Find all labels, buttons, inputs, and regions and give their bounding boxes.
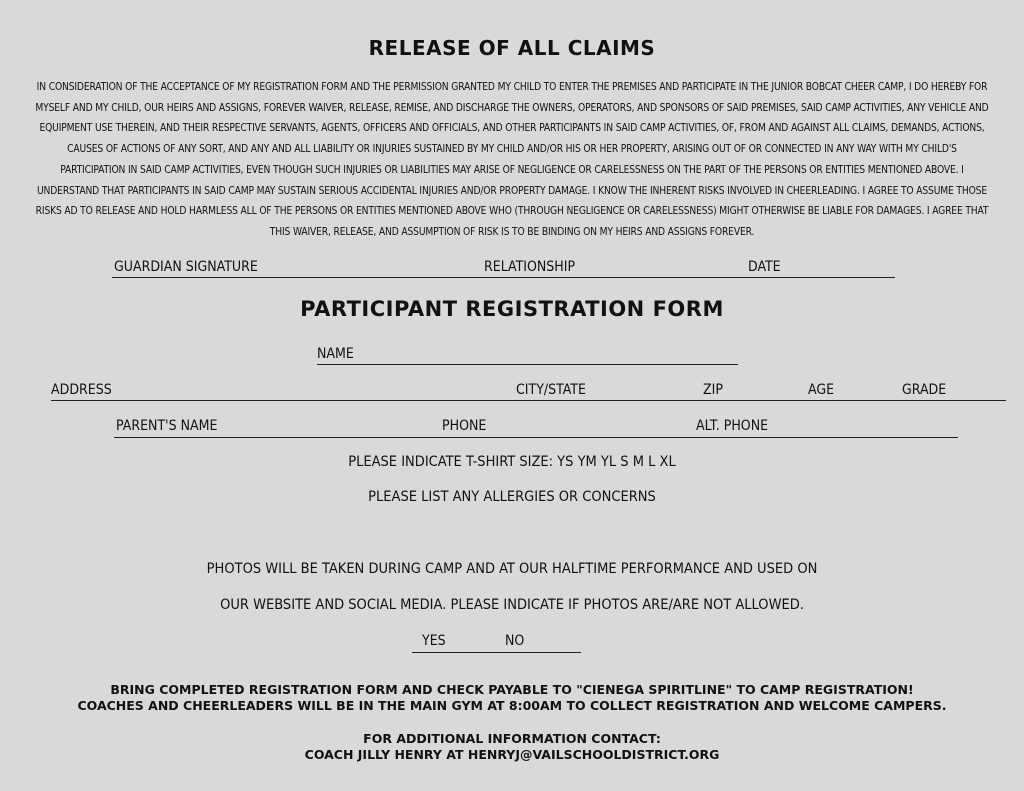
photos-choice-line[interactable] [412, 652, 581, 653]
footer-instructions-line1: BRING COMPLETED REGISTRATION FORM AND CHECK PAYABLE TO "CIENEGA SPIRITLINE" TO CAMP REGISTRATION! [110, 682, 914, 697]
tshirt-size-prompt: PLEASE INDICATE T-SHIRT SIZE: YS YM YL S M L XL [348, 454, 676, 470]
name-line[interactable] [317, 364, 738, 365]
contact-heading: FOR ADDITIONAL INFORMATION CONTACT: [363, 731, 661, 746]
date-label: DATE [748, 259, 781, 275]
alt-phone-label: ALT. PHONE [696, 418, 769, 434]
footer-instructions-line2: COACHES AND CHEERLEADERS WILL BE IN THE MAIN GYM AT 8:00AM TO COLLECT REGISTRATION AND WELCOME CAMPERS. [77, 698, 947, 713]
phone-label: PHONE [442, 418, 487, 434]
parent-info-line[interactable] [114, 437, 958, 438]
photos-yes-option[interactable]: YES [422, 633, 446, 649]
parent-name-label: PARENT'S NAME [116, 418, 218, 434]
grade-label: GRADE [902, 382, 947, 398]
zip-label: ZIP [703, 382, 723, 398]
allergies-prompt: PLEASE LIST ANY ALLERGIES OR CONCERNS [368, 489, 656, 505]
photos-notice-line2: OUR WEBSITE AND SOCIAL MEDIA. PLEASE INDICATE IF PHOTOS ARE/ARE NOT ALLOWED. [220, 597, 804, 613]
age-label: AGE [808, 382, 835, 398]
name-label: NAME [317, 346, 354, 362]
address-label: ADDRESS [51, 382, 112, 398]
photos-no-option[interactable]: NO [505, 633, 525, 649]
waiver-paragraph: IN CONSIDERATION OF THE ACCEPTANCE OF MY REGISTRATION FORM AND THE PERMISSION GRANTED MY CHILD TO ENTER THE PREMISES AND PARTICIPATE IN THE JUNIOR BOBCAT CHEER CAMP, I DO HEREBY FOR MYSELF AND MY CHILD, OUR HEIRS AND ASSIGNS, FOREVER WAIVER, RELEASE, REMISE, AND DISCHARGE THE OWNERS, OPERATORS, AND SPONSORS OF SAID PREMISES, SAID CAMP ACTIVITIES, ANY VEHICLE AND EQUIPMENT USE THEREIN, AND THEIR RESPECTIVE SERVANTS, AGENTS, OFFICERS AND OFFICIALS, AND OTHER PARTICIPANTS IN SAID CAMP ACTIVITIES, OF, FROM AND AGAINST ALL CLAIMS, DEMANDS, ACTIONS, CAUSES OF ACTIONS OF ANY SORT, AND ANY AND ALL LIABILITY OR INJURIES SUSTAINED BY MY CHILD AND/OR HIS OR HER PROPERTY, ARISING OUT OF OR CONNECTED IN ANY WAY WITH MY CHILD'S PARTICIPATION IN SAID CAMP ACTIVITIES, EVEN THOUGH SUCH INJURIES OR LIABILITIES MAY ARISE OF NEGLIGENCE OR CARELESSNESS ON THE PART OF THE PERSONS OR ENTITIES MENTIONED ABOVE. I UNDERSTAND THAT PARTICIPANTS IN SAID CAMP MAY SUSTAIN SERIOUS ACCIDENTAL INJURIES AND/OR PROPERTY DAMAGE. I KNOW THE INHERENT RISKS INVOLVED IN CHEERLEADING. I AGREE TO ASSUME THOSE RISKS AD TO RELEASE AND HOLD HARMLESS ALL OF THE PERSONS OR ENTITIES MENTIONED ABOVE WHO (THROUGH NEGLIGENCE OR CARELESSNESS) MIGHT OTHERWISE BE LIABLE FOR DAMAGES. I AGREE THAT THIS WAIVER, RELEASE, AND ASSUMPTION OF RISK IS TO BE BINDING ON MY HEIRS AND ASSIGNS FOREVER. [35, 82, 989, 238]
address-line[interactable] [51, 400, 1006, 401]
guardian-signature-label: GUARDIAN SIGNATURE [114, 259, 258, 275]
release-title: RELEASE OF ALL CLAIMS [368, 36, 656, 60]
guardian-signature-line[interactable] [112, 277, 895, 278]
contact-line: COACH JILLY HENRY AT HENRYJ@VAILSCHOOLDISTRICT.ORG [304, 747, 720, 762]
relationship-label: RELATIONSHIP [484, 259, 576, 275]
city-state-label: CITY/STATE [516, 382, 586, 398]
photos-notice-line1: PHOTOS WILL BE TAKEN DURING CAMP AND AT OUR HALFTIME PERFORMANCE AND USED ON [206, 561, 818, 577]
registration-title: PARTICIPANT REGISTRATION FORM [300, 297, 724, 321]
